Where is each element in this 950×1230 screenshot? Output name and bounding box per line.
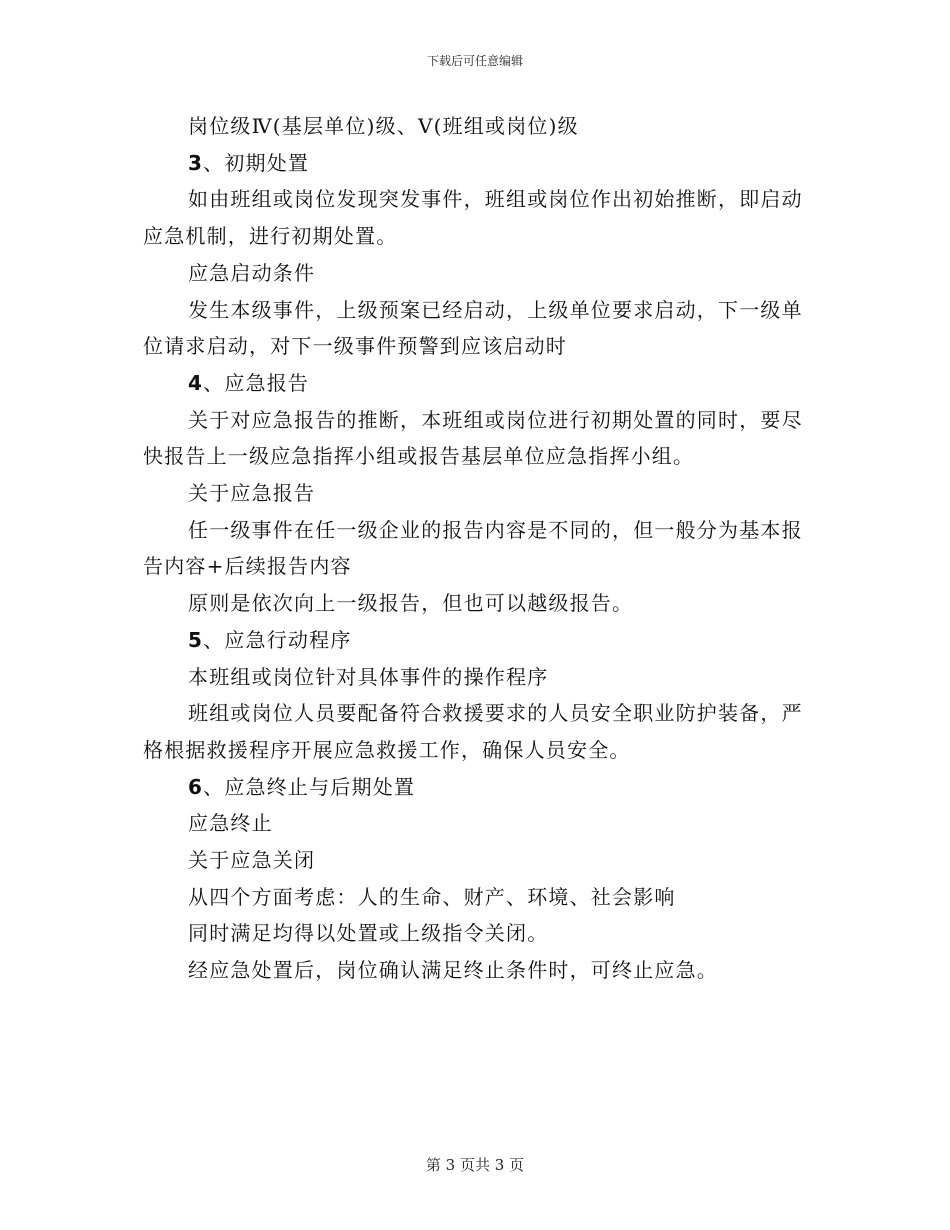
paragraph-9: 任一级事件在任一级企业的报告内容是不同的，但一般分为基本报告内容+后续报告内容 bbox=[143, 517, 803, 579]
paragraph-16: 关于应急关闭 bbox=[188, 848, 316, 873]
page-footer: 第 3 页共 3 页 bbox=[425, 1156, 525, 1174]
document-body bbox=[143, 108, 805, 989]
paragraph-18: 同时满足均得以处置或上级指令关闭。 bbox=[188, 921, 549, 946]
page-header: 下载后可任意编辑 bbox=[426, 54, 523, 68]
paragraph-8: 关于应急报告 bbox=[188, 481, 316, 506]
section-heading-3: 3、初期处置 bbox=[188, 150, 310, 175]
paragraph-7: 关于对应急报告的推断，本班组或岗位进行初期处置的同时，要尽快报告上一级应急指挥小组或报告基层单位应急指挥小组。 bbox=[143, 407, 803, 469]
section-heading-5: 5、应急行动程序 bbox=[188, 627, 352, 652]
paragraph-15: 应急终止 bbox=[188, 811, 273, 836]
paragraph-12: 本班组或岗位针对具体事件的操作程序 bbox=[188, 664, 549, 689]
paragraph-19: 经应急处置后，岗位确认满足终止条件时，可终止应急。 bbox=[188, 958, 718, 983]
paragraph-3: 如由班组或岗位发现突发事件，班组或岗位作出初始推断，即启动应急机制，进行初期处置。 bbox=[143, 187, 803, 249]
paragraph-10: 原则是依次向上一级报告，但也可以越级报告。 bbox=[188, 591, 634, 616]
paragraph-1: 岗位级Ⅳ(基层单位)级、Ⅴ(班组或岗位)级 bbox=[188, 114, 579, 138]
section-heading-4: 4、应急报告 bbox=[188, 370, 310, 395]
paragraph-13: 班组或岗位人员要配备符合救援要求的人员安全职业防护装备，严格根据救援程序开展应急救援工作，确保人员安全。 bbox=[143, 701, 803, 762]
paragraph-5: 发生本级事件，上级预案已经启动，上级单位要求启动，下一级单位请求启动，对下一级事件预警到应该启动时 bbox=[143, 297, 803, 359]
paragraph-17: 从四个方面考虑：人的生命、财产、环境、社会影响 bbox=[188, 884, 676, 909]
section-heading-6: 6、应急终止与后期处置 bbox=[188, 774, 416, 799]
paragraph-4: 应急启动条件 bbox=[188, 260, 316, 285]
